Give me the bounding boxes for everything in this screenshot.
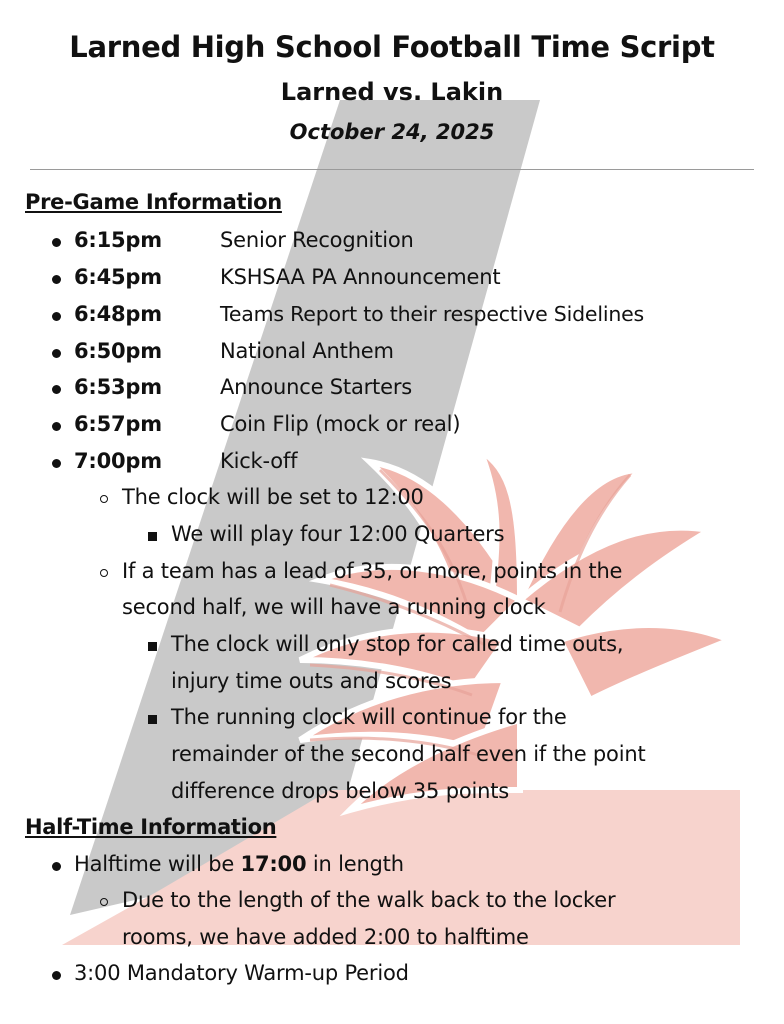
bullet-disc [52, 422, 61, 431]
document-title: Larned High School Football Time Script [69, 30, 715, 64]
schedule-event: Announce Starters [220, 375, 412, 399]
halftime-length-value: 17:00 [240, 852, 307, 876]
continue-note-line-3: difference drops below 35 points [171, 779, 509, 803]
schedule-event: KSHSAA PA Announcement [220, 265, 501, 289]
halftime-length [74, 852, 404, 876]
schedule-time: 6:45pm [74, 265, 162, 289]
halftime-length-prefix: Halftime will be [74, 852, 241, 876]
schedule-event: Senior Recognition [220, 228, 414, 252]
lead-note-line-2: second half, we will have a running clock [122, 595, 546, 619]
schedule-time: 6:57pm [74, 412, 162, 436]
bullet-square [148, 715, 157, 724]
bullet-disc [52, 385, 61, 394]
bullet-circle [100, 569, 108, 577]
bullet-disc [52, 459, 61, 468]
schedule-time: 6:53pm [74, 375, 162, 399]
schedule-event: Teams Report to their respective Sidelines [220, 302, 645, 326]
schedule-event: Coin Flip (mock or real) [220, 412, 461, 436]
bullet-disc [52, 862, 61, 871]
bullet-square [148, 642, 157, 651]
bullet-square [148, 532, 157, 541]
continue-note-line-2: remainder of the second half even if the point [171, 742, 646, 766]
halftime-heading: Half-Time Information [25, 815, 277, 839]
walk-note-line-2: rooms, we have added 2:00 to halftime [122, 925, 529, 949]
pregame-heading: Pre-Game Information [25, 190, 282, 214]
clock-note: The clock will be set to 12:00 [122, 485, 424, 509]
game-date: October 24, 2025 [289, 120, 495, 144]
schedule-time: 6:15pm [74, 228, 162, 252]
header-divider [30, 169, 754, 170]
bullet-disc [52, 971, 61, 980]
bullet-circle [100, 495, 108, 503]
matchup-subtitle: Larned vs. Lakin [280, 78, 504, 106]
quarters-note: We will play four 12:00 Quarters [171, 522, 505, 546]
stop-note-line-2: injury time outs and scores [171, 669, 452, 693]
warmup-note: 3:00 Mandatory Warm-up Period [74, 961, 409, 985]
schedule-event: National Anthem [220, 339, 394, 363]
stop-note-line-1: The clock will only stop for called time outs, [171, 632, 624, 656]
lead-note-line-1: If a team has a lead of 35, or more, points in the [122, 559, 623, 583]
continue-note-line-1: The running clock will continue for the [171, 705, 567, 729]
halftime-length-suffix: in length [306, 852, 404, 876]
bullet-disc [52, 349, 61, 358]
bullet-disc [52, 238, 61, 247]
schedule-time: 6:48pm [74, 302, 162, 326]
bullet-circle [100, 898, 108, 906]
schedule-time: 7:00pm [74, 449, 162, 473]
bullet-disc [52, 312, 61, 321]
schedule-time: 6:50pm [74, 339, 162, 363]
walk-note-line-1: Due to the length of the walk back to the locker [122, 888, 616, 912]
schedule-event: Kick-off [220, 449, 298, 473]
bullet-disc [52, 275, 61, 284]
